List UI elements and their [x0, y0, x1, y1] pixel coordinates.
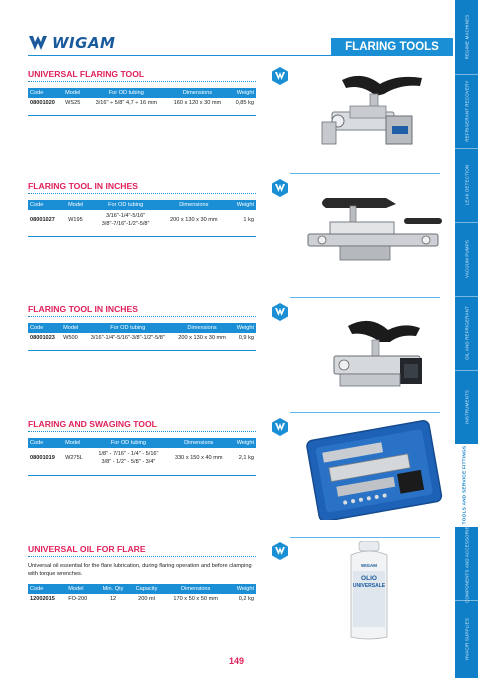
model-cell: W195	[68, 217, 83, 223]
wigam-badge-icon	[270, 302, 290, 322]
divider-line	[290, 412, 440, 413]
divider-line	[290, 173, 440, 174]
code-cell: 08001027	[30, 217, 55, 223]
col-header: For OD tubing	[83, 323, 172, 333]
section-divider	[28, 316, 256, 317]
od-cell: 3/16"-1/4"-5/16"-3/8"-1/2"-5/8"	[90, 335, 165, 341]
col-header: Weight	[230, 438, 256, 448]
min-qty-cell: 12	[109, 596, 117, 602]
col-header: Dimensions	[173, 323, 232, 333]
table-row	[28, 98, 256, 108]
col-header: Model	[66, 584, 96, 594]
od-line: 3/8"-7/16"-1/2"-5/8"	[101, 221, 150, 227]
weight-cell: 0,2 kg	[238, 596, 254, 602]
section-title: FLARING AND SWAGING TOOL	[28, 419, 157, 429]
table-row	[28, 210, 256, 230]
capacity-cell: 200 ml	[138, 596, 155, 602]
weight-cell: 0,9 kg	[238, 335, 254, 341]
wigam-badge-icon	[270, 417, 290, 437]
side-tab-7[interactable]	[455, 523, 478, 603]
side-tab-label: REFRIGERANT RECOVERY	[464, 80, 469, 142]
col-header: Code	[28, 88, 63, 98]
col-header: Weight	[232, 323, 256, 333]
brand-logo	[28, 34, 115, 52]
flaring-tool-w195-image	[300, 182, 446, 274]
flaring-swaging-kit-w275l-image	[304, 420, 444, 520]
side-tab-label: LEAK DETECTION	[464, 164, 469, 206]
dimensions-cell: 170 x 50 x 50 mm	[173, 596, 218, 602]
dimensions-cell: 200 x 130 x 30 mm	[178, 335, 226, 341]
dimensions-cell: 200 x 130 x 30 mm	[170, 217, 218, 223]
table-row	[28, 448, 256, 468]
table-header-row	[28, 438, 256, 448]
col-header: Dimensions	[166, 88, 229, 98]
oil-spray-can-image	[345, 541, 393, 641]
col-header: Code	[28, 438, 63, 448]
wigam-badge-icon	[270, 178, 290, 198]
product-section	[28, 419, 256, 468]
code-cell: 12002015	[30, 596, 55, 602]
col-header: For OD tubing	[89, 438, 167, 448]
col-header: Model	[61, 323, 83, 333]
od-cell	[92, 210, 160, 230]
col-header: Weight	[228, 584, 256, 594]
side-tab-label: INSTRUMENTS	[464, 390, 469, 424]
section-end-divider	[28, 236, 256, 237]
side-tab-2[interactable]	[455, 148, 478, 223]
model-cell: W275L	[65, 455, 83, 461]
od-cell: 3/16" ÷ 5/8" 4,7 ÷ 16 mm	[95, 100, 158, 106]
table-header-row	[28, 88, 256, 98]
product-section	[28, 69, 256, 108]
model-cell: FO-200	[68, 596, 88, 602]
col-header: Code	[28, 584, 66, 594]
side-tab-label: TOOLS AND SERVICE FITTINGS	[462, 445, 467, 525]
col-header: Capacity	[129, 584, 163, 594]
section-title: UNIVERSAL OIL FOR FLARE	[28, 544, 146, 554]
od-line: 3/16"-1/4"-5/16"	[106, 213, 146, 219]
weight-cell: 2,1 kg	[238, 455, 254, 461]
spec-table	[28, 200, 256, 230]
flaring-tool-ws25-image	[302, 66, 442, 158]
side-tab-0[interactable]	[455, 0, 478, 75]
section-description: Universal oil essential for the flare lubrication, during flaring operation and before clamping with torque wrenches.	[28, 563, 252, 577]
side-tab-5[interactable]	[455, 370, 478, 445]
col-header: Dimensions	[160, 200, 228, 210]
code-cell: 08001023	[30, 335, 55, 341]
col-header: Weight	[228, 200, 256, 210]
section-divider	[28, 193, 256, 194]
product-section	[28, 181, 256, 230]
spec-table	[28, 323, 256, 343]
chapter-title: FLARING TOOLS	[331, 38, 453, 56]
model-cell: W500	[63, 335, 78, 341]
side-tab-6-active[interactable]	[451, 444, 478, 527]
brand-name: WIGAM	[52, 34, 116, 52]
od-line: 1/8" - 7/16" - 1/4" - 5/16"	[98, 451, 159, 457]
side-tab-3[interactable]	[455, 222, 478, 297]
wigam-logo-icon	[28, 35, 48, 51]
table-row	[28, 594, 256, 604]
section-end-divider	[28, 475, 256, 476]
code-cell: 08001019	[30, 455, 55, 461]
side-tab-label: COMPONENTS AND ACCESSORIES	[464, 523, 469, 603]
divider-line	[290, 537, 440, 538]
header-divider	[28, 55, 331, 56]
col-header: Min. Qty	[97, 584, 130, 594]
weight-cell: 0,85 kg	[235, 100, 254, 106]
side-tab-1[interactable]	[455, 74, 478, 149]
col-header: For OD tubing	[87, 88, 167, 98]
page-number: 149	[229, 656, 245, 666]
section-end-divider	[28, 115, 256, 116]
col-header: Code	[28, 200, 66, 210]
can-label-line: UNIVERSALE	[352, 583, 386, 589]
side-tab-label: VACUUM PUMPS	[464, 240, 469, 278]
wigam-badge-icon	[270, 541, 290, 561]
section-divider	[28, 556, 256, 557]
col-header: Weight	[229, 88, 256, 98]
side-tab-label: OIL AND REFRIGERANT	[464, 306, 469, 360]
col-header: Model	[63, 438, 89, 448]
col-header: Model	[66, 200, 91, 210]
side-tab-label: REGIME MACHINES	[464, 14, 469, 60]
side-tab-column	[455, 0, 478, 678]
col-header: For OD tubing	[92, 200, 160, 210]
flaring-tool-w500-image	[300, 312, 444, 398]
table-row	[28, 333, 256, 343]
can-label-brand: WIGAM	[361, 563, 377, 568]
code-cell: 08001020	[30, 100, 55, 106]
od-cell	[89, 448, 167, 468]
product-section	[28, 544, 256, 604]
table-header-row	[28, 584, 256, 594]
side-tab-4[interactable]	[455, 296, 478, 371]
section-title: UNIVERSAL FLARING TOOL	[28, 69, 145, 79]
col-header: Model	[63, 88, 86, 98]
dimensions-cell: 330 x 150 x 40 mm	[174, 455, 223, 461]
weight-cell: 1 kg	[243, 217, 254, 223]
product-section	[28, 304, 256, 343]
divider-line	[290, 297, 440, 298]
table-header-row	[28, 323, 256, 333]
section-end-divider	[28, 350, 256, 351]
section-title: FLARING TOOL IN INCHES	[28, 181, 138, 191]
side-tab-8[interactable]	[455, 600, 478, 678]
spec-table	[28, 584, 256, 604]
section-title: FLARING TOOL IN INCHES	[28, 304, 138, 314]
spray-can-icon	[345, 541, 393, 641]
side-tab-label: HVAC/R SUPPLIES	[464, 618, 469, 660]
model-cell: WS25	[65, 100, 81, 106]
section-divider	[28, 81, 256, 82]
table-header-row	[28, 200, 256, 210]
spec-table	[28, 438, 256, 468]
spec-table	[28, 88, 256, 108]
col-header: Dimensions	[167, 438, 230, 448]
dimensions-cell: 160 x 120 x 30 mm	[173, 100, 222, 106]
od-line: 3/8" - 1/2" - 5/8" - 3/4"	[101, 459, 156, 465]
can-label-line: OLIO	[361, 575, 377, 582]
wigam-badge-icon	[270, 66, 290, 86]
section-divider	[28, 431, 256, 432]
col-header: Dimensions	[164, 584, 228, 594]
col-header: Code	[28, 323, 61, 333]
